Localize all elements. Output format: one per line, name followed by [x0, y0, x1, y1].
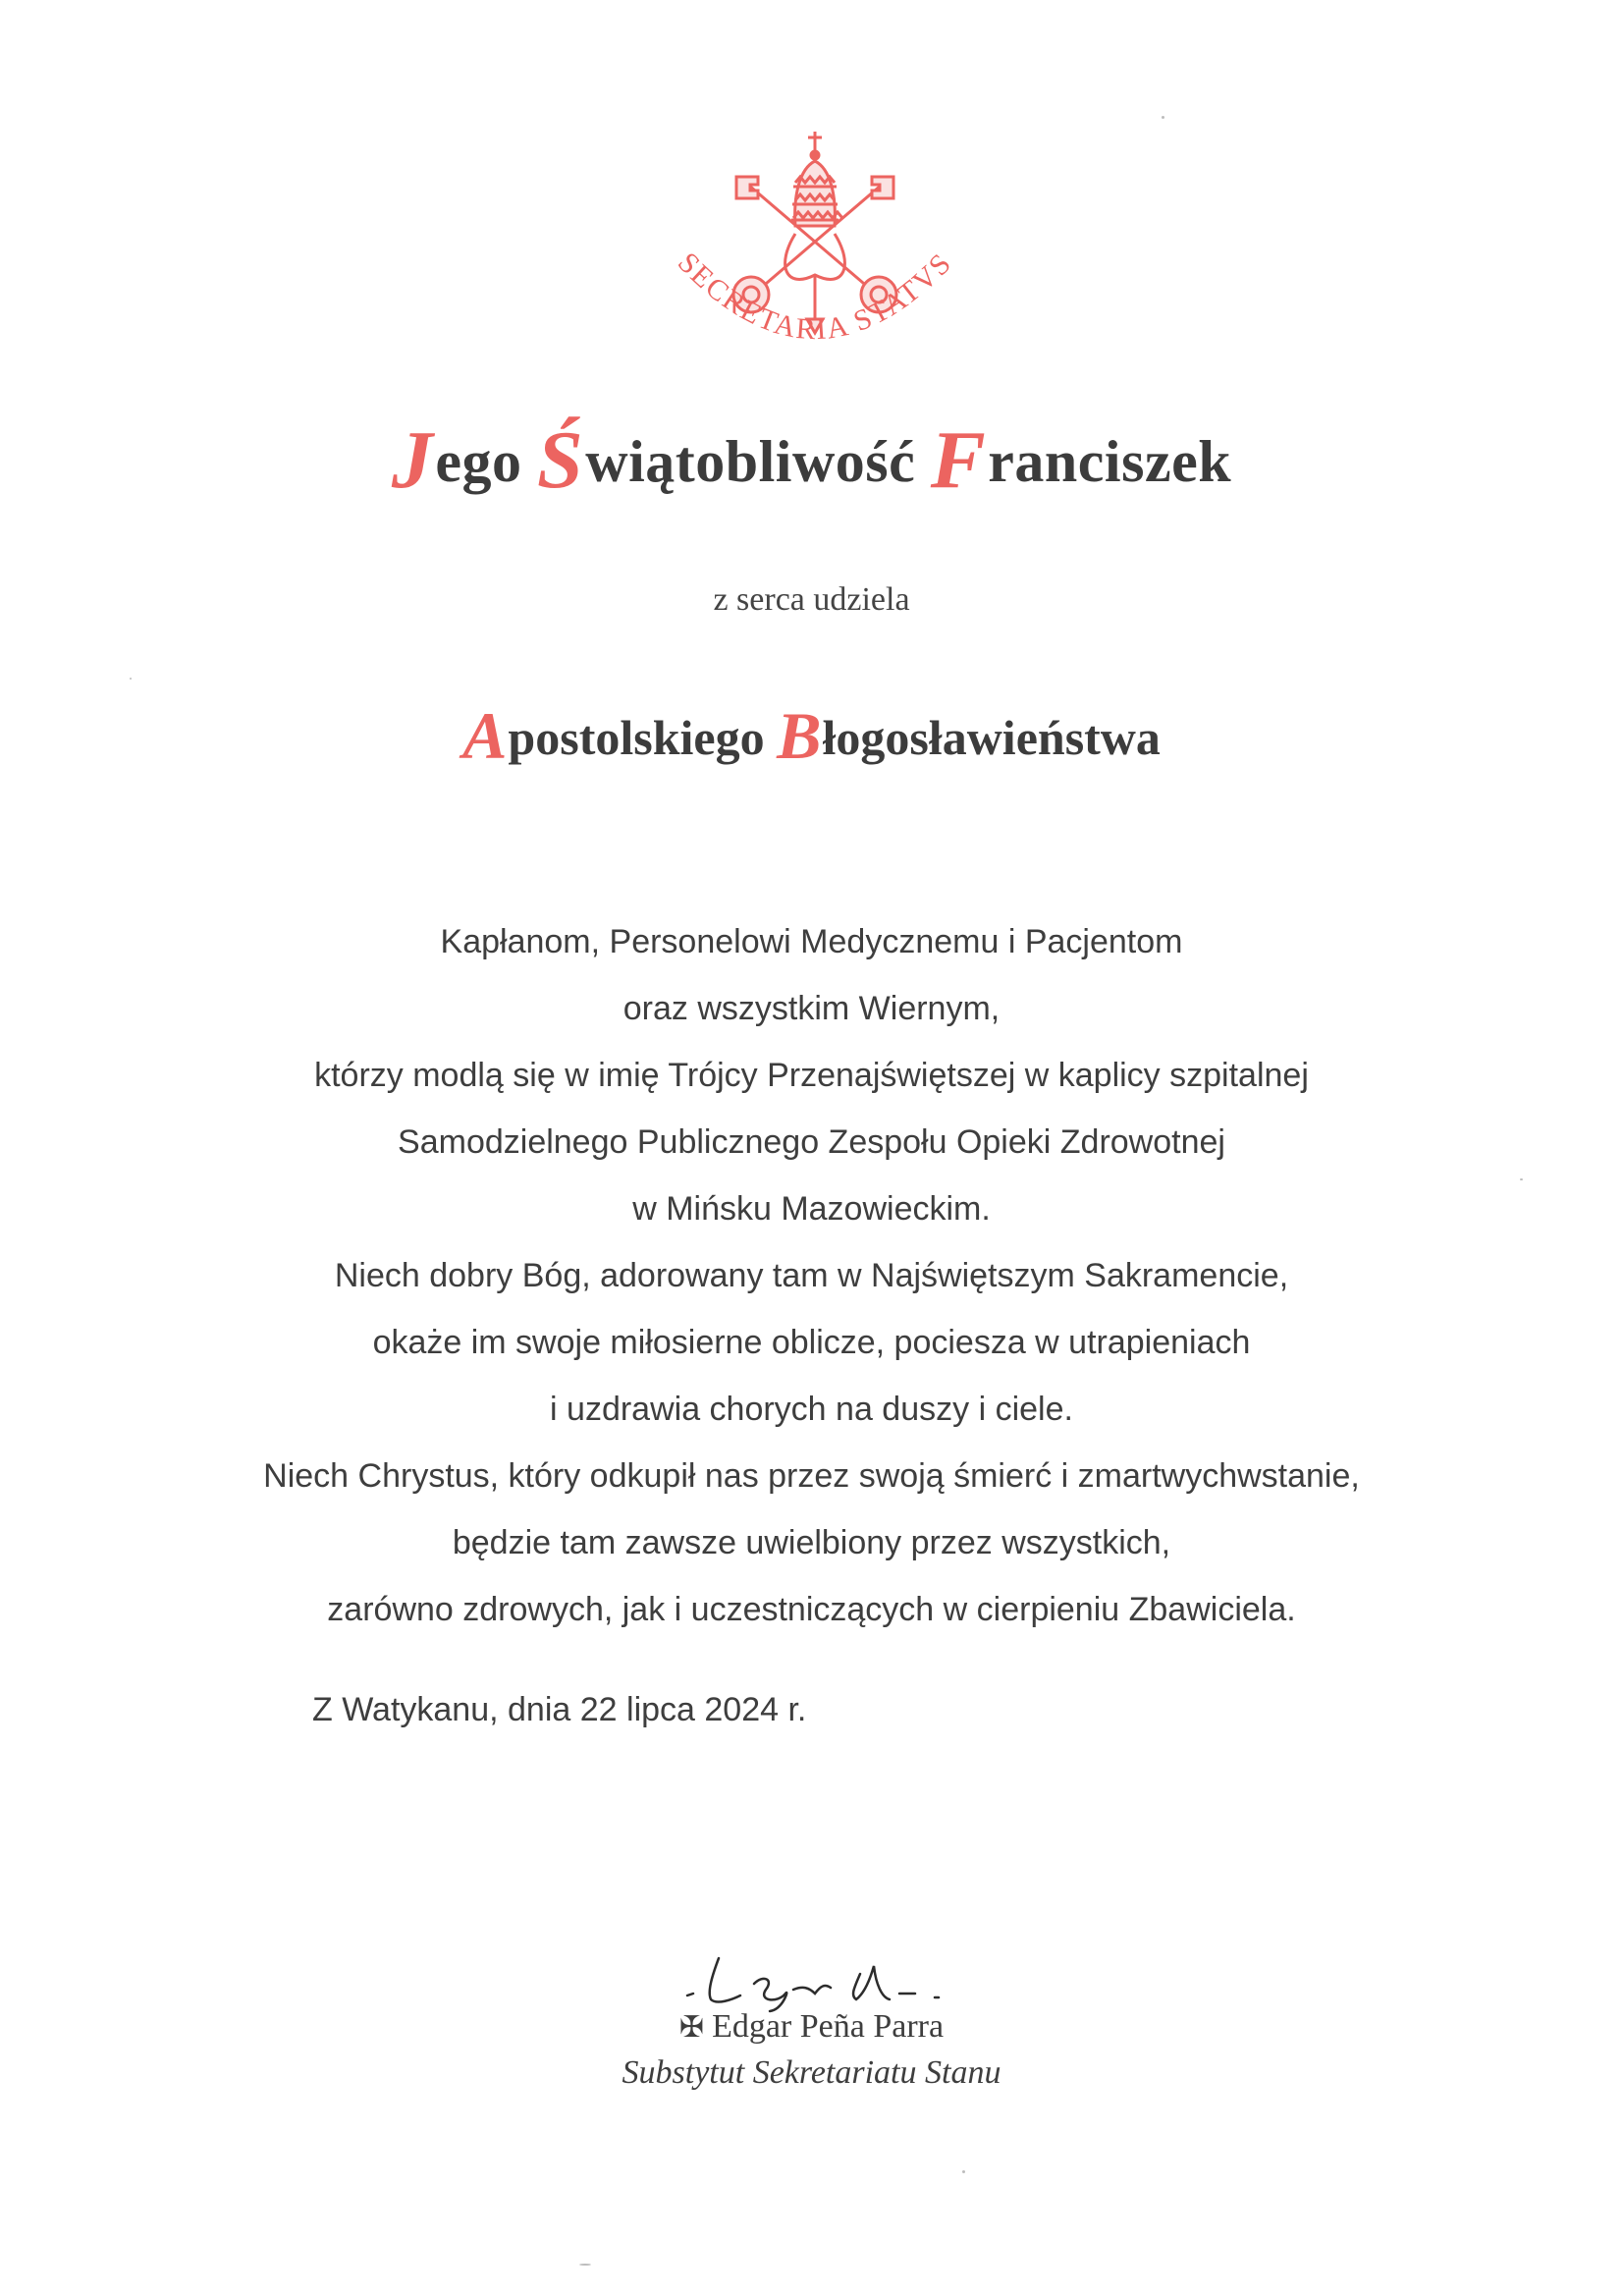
signer-role: Substytut Sekretariatu Stanu [622, 2054, 1001, 2091]
body-line: oraz wszystkim Wiernym, [622, 990, 1001, 1027]
body-line: Kapłanom, Personelowi Medycznemu i Pacjentom [440, 923, 1183, 960]
scan-speck [1162, 116, 1164, 119]
title-word-3 [930, 414, 1232, 506]
body-line: w Mińsku Mazowieckim. [632, 1190, 991, 1228]
subtitle: z serca udziela [713, 581, 910, 618]
page-title [0, 412, 1623, 508]
title-rest-2: wiątobliwość [585, 429, 916, 494]
blessing-initial-2: B [777, 698, 822, 773]
title-word-2 [537, 414, 916, 506]
title-initial-3: F [930, 414, 987, 506]
handwritten-signature-icon [668, 1944, 992, 2013]
signer-name [0, 2008, 1623, 2046]
title-initial-2: Ś [537, 414, 584, 506]
title-rest-3: ranciszek [988, 429, 1232, 494]
signer-name-text: Edgar Peña Parra [712, 2008, 945, 2045]
blessing-word-2 [777, 698, 1161, 773]
title-initial-1: J [391, 414, 434, 506]
body-line: Niech Chrystus, który odkupił nas przez swoją śmierć i zmartwychwstanie, [263, 1457, 1360, 1495]
blessing-text [0, 908, 1623, 1643]
date-line: Z Watykanu, dnia 22 lipca 2024 r. [312, 1691, 807, 1728]
body-line: zarówno zdrowych, jak i uczestniczących w cierpieniu Zbawiciela. [327, 1591, 1296, 1628]
blessing-title [0, 697, 1623, 775]
blessing-rest-1: postolskiego [508, 710, 765, 765]
cross-icon: ✠ [678, 2011, 705, 2044]
body-line: i uzdrawia chorych na duszy i ciele. [550, 1391, 1073, 1428]
blessing-rest-2: łogosławieństwa [822, 710, 1161, 765]
body-line: którzy modlą się w imię Trójcy Przenajświętszej w kaplicy szpitalnej [314, 1057, 1309, 1094]
scan-speck [130, 678, 132, 680]
body-line: Samodzielnego Publicznego Zespołu Opieki Zdrowotnej [398, 1123, 1225, 1161]
scan-speck [1520, 1178, 1523, 1180]
body-line: Niech dobry Bóg, adorowany tam w Najświętszym Sakramencie, [334, 1257, 1289, 1294]
blessing-word-1 [462, 698, 765, 773]
title-rest-1: ego [435, 429, 522, 494]
scan-speck [579, 2264, 591, 2266]
blessing-initial-1: A [462, 698, 508, 773]
coat-of-arms-icon [638, 118, 992, 373]
scan-speck [962, 2170, 965, 2173]
body-line: okaże im swoje miłosierne oblicze, pociesza w utrapieniach [372, 1324, 1251, 1361]
emblem-motto: SECRETARIA STATVS [671, 246, 959, 347]
body-line: będzie tam zawsze uwielbiony przez wszystkich, [452, 1524, 1171, 1561]
title-word-1 [391, 414, 522, 506]
